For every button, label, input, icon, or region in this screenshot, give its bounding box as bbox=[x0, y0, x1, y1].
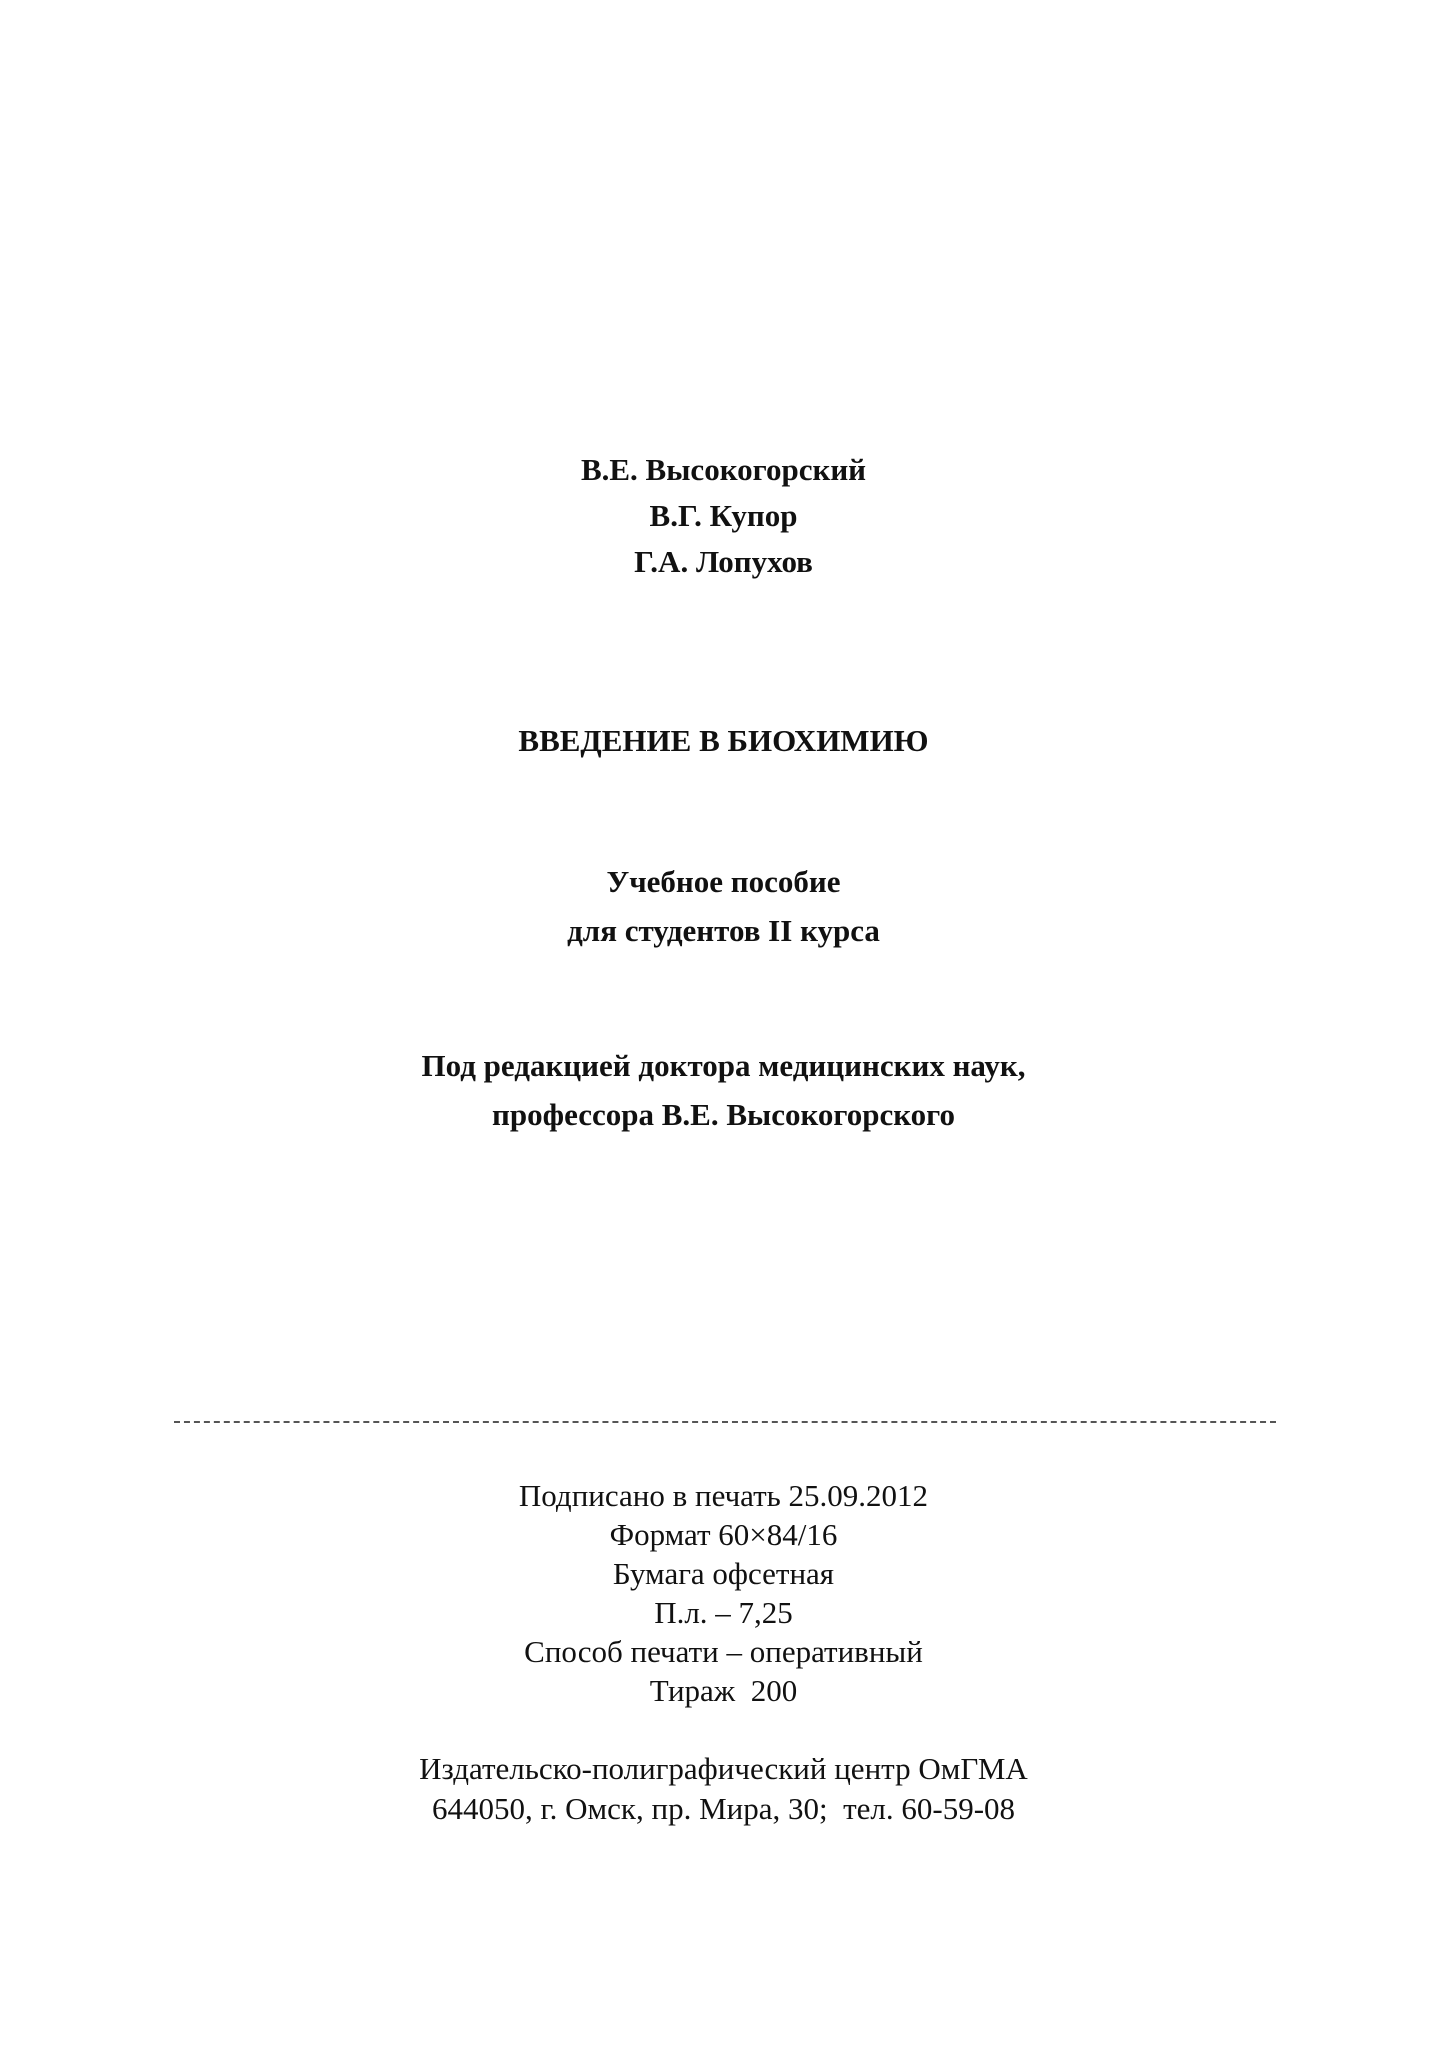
imprint-line: Формат 60×84/16 bbox=[609, 1517, 838, 1552]
editor-note-line: Под редакцией доктора медицинских наук, bbox=[421, 1048, 1026, 1083]
subtitle-line: для студентов II курса bbox=[567, 913, 880, 948]
authors-block bbox=[0, 447, 1447, 585]
imprint-line: Тираж 200 bbox=[649, 1673, 798, 1708]
imprint-details bbox=[0, 1476, 1447, 1710]
book-subtitle bbox=[0, 857, 1447, 955]
editor-note bbox=[0, 1041, 1447, 1139]
imprint-line: Способ печати – оперативный bbox=[524, 1634, 923, 1669]
imprint-line: П.л. – 7,25 bbox=[654, 1595, 793, 1630]
publisher-name: Издательско-полиграфический центр ОмГМА bbox=[419, 1751, 1028, 1786]
author-name: В.Г. Купор bbox=[649, 498, 798, 533]
publisher-address: 644050, г. Омск, пр. Мира, 30; тел. 60-59-08 bbox=[431, 1791, 1016, 1826]
publisher-info bbox=[0, 1749, 1447, 1829]
book-title: ВВЕДЕНИЕ В БИОХИМИЮ bbox=[518, 723, 929, 758]
author-name: В.Е. Высокогорский bbox=[580, 452, 867, 487]
dashed-separator bbox=[174, 1421, 1276, 1423]
imprint-line: Бумага офсетная bbox=[612, 1556, 835, 1591]
author-name: Г.А. Лопухов bbox=[634, 544, 813, 579]
editor-note-line: профессора В.Е. Высокогорского bbox=[492, 1097, 955, 1132]
imprint-line: Подписано в печать 25.09.2012 bbox=[518, 1478, 929, 1513]
subtitle-line: Учебное пособие bbox=[606, 864, 841, 899]
